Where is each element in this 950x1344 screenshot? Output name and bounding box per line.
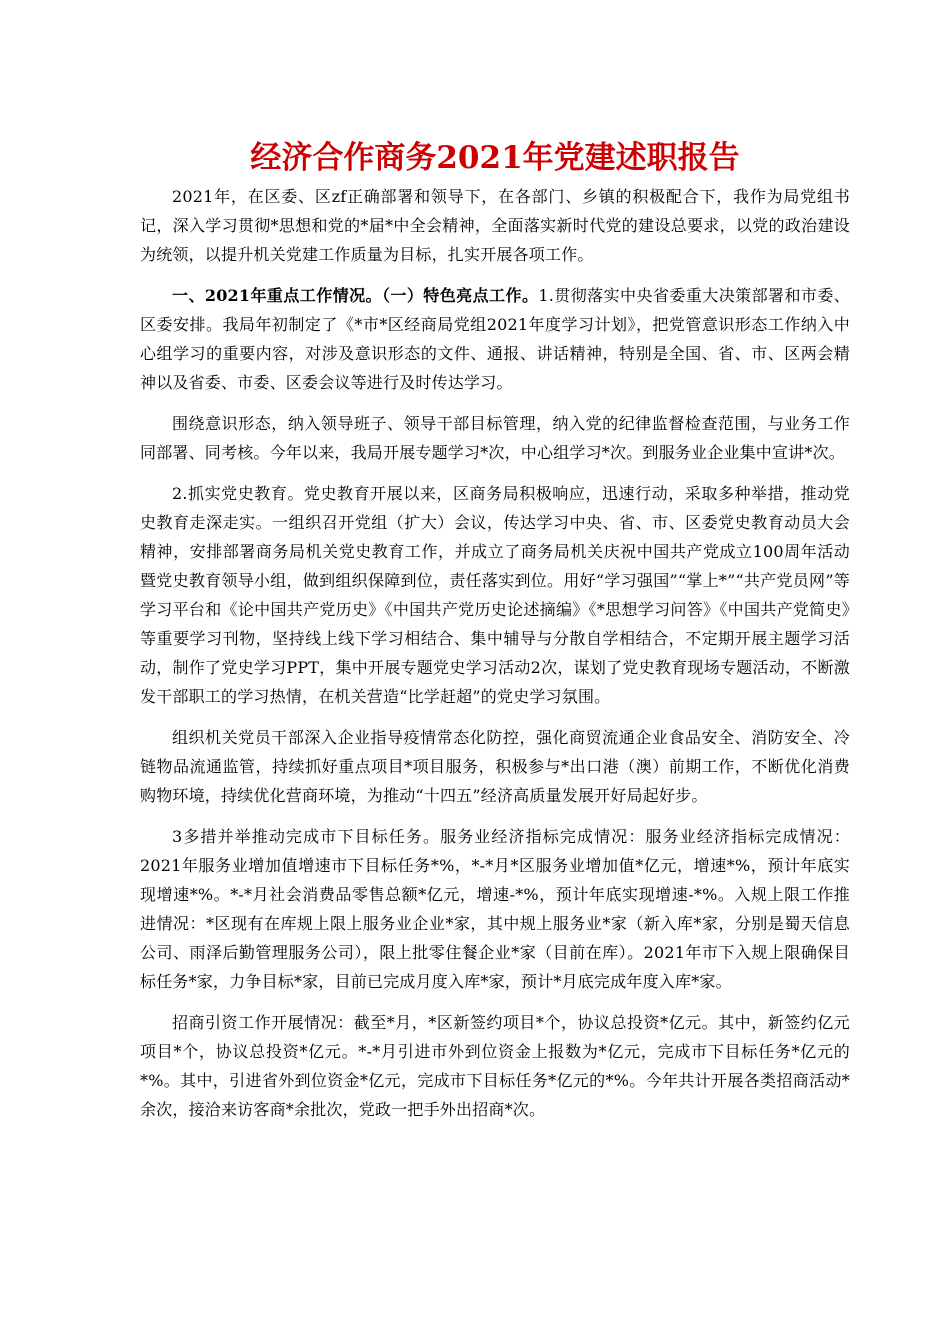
paragraph-intro bbox=[140, 182, 850, 269]
paragraph-text: 1.贯彻落实中央省委重大决策部署和市委、区委安排。我局年初制定了《*市*区经商局党组2021年度学习计划》，把党管意识形态工作纳入中心组学习的重要内容，对涉及意识形态的文件、通报、讲话精神，特别是全国、省、市、区两会精神以及省委、市委、区委会议等进行及时传达学习。 bbox=[140, 286, 850, 392]
paragraph-targets bbox=[140, 822, 850, 996]
paragraph-epidemic-control bbox=[140, 723, 850, 810]
section-heading: 一、2021年重点工作情况。（一）特色亮点工作。 bbox=[172, 286, 539, 305]
paragraph-text: 招商引资工作开展情况：截至*月，*区新签约项目*个，协议总投资*亿元。其中，新签约亿元项目*个，协议总投资*亿元。*-*月引进市外到位资金上报数为*亿元，完成市下目标任务*亿元的*%。其中，引进省外到位资金*亿元，完成市下目标任务*亿元的*%。今年共计开展各类招商活动*余次，接洽来访客商*余批次，党政一把手外出招商*次。 bbox=[140, 1013, 850, 1119]
paragraph-text: 2.抓实党史教育。党史教育开展以来，区商务局积极响应，迅速行动，采取多种举措，推动党史教育走深走实。一组织召开党组（扩大）会议，传达学习中央、省、市、区委党史教育动员大会精神，安排部署商务局机关党史教育工作，并成立了商务局机关庆祝中国共产党成立100周年活动暨党史教育领导小组，做到组织保障到位，责任落实到位。用好“学习强国”“掌上*”“共产党员网”等学习平台和《论中国共产党历史》《中国共产党历史论述摘编》《*思想学习问答》《中国共产党简史》等重要学习刊物，坚持线上线下学习相结合、集中辅导与分散自学相结合，不定期开展主题学习活动，制作了党史学习PPT，集中开展专题党史学习活动2次，谋划了党史教育现场专题活动，不断激发干部职工的学习热情，在机关营造“比学赶超”的党史学习氛围。 bbox=[140, 484, 850, 706]
paragraph-investment bbox=[140, 1008, 850, 1124]
paragraph-section-one bbox=[140, 281, 850, 397]
paragraph-text: 3多措并举推动完成市下目标任务。服务业经济指标完成情况：服务业经济指标完成情况：2021年服务业增加值增速市下目标任务*%，*-*月*区服务业增加值*亿元，增速*%，预计年底实现增速*%。*-*月社会消费品零售总额*亿元，增速-*%，预计年底实现增速-*%。入规上限工作推进情况：*区现有在库规上限上服务业企业*家，其中规上服务业*家（新入库*家，分别是蜀天信息公司、雨泽后勤管理服务公司），限上批零住餐企业*家（目前在库）。2021年市下入规上限确保目标任务*家，力争目标*家，目前已完成月度入库*家，预计*月底完成年度入库*家。 bbox=[140, 827, 850, 991]
document-body bbox=[140, 182, 850, 1136]
paragraph-text: 围绕意识形态，纳入领导班子、领导干部目标管理，纳入党的纪律监督检查范围，与业务工作同部署、同考核。今年以来，我局开展专题学习*次，中心组学习*次。到服务业企业集中宣讲*次。 bbox=[140, 414, 850, 462]
paragraph-text: 2021年，在区委、区zf正确部署和领导下，在各部门、乡镇的积极配合下，我作为局党组书记，深入学习贯彻*思想和党的*届*中全会精神，全面落实新时代党的建设总要求，以党的政治建设为统领，以提升机关党建工作质量为目标，扎实开展各项工作。 bbox=[140, 187, 850, 264]
document-title: 经济合作商务2021年党建述职报告 bbox=[250, 140, 740, 176]
paragraph-party-history bbox=[140, 479, 850, 711]
paragraph-text: 组织机关党员干部深入企业指导疫情常态化防控，强化商贸流通企业食品安全、消防安全、冷链物品流通监管，持续抓好重点项目*项目服务，积极参与*出口港（澳）前期工作，不断优化消费购物环境，持续优化营商环境，为推动“十四五”经济高质量发展开好局起好步。 bbox=[140, 728, 850, 805]
paragraph-ideology bbox=[140, 409, 850, 467]
